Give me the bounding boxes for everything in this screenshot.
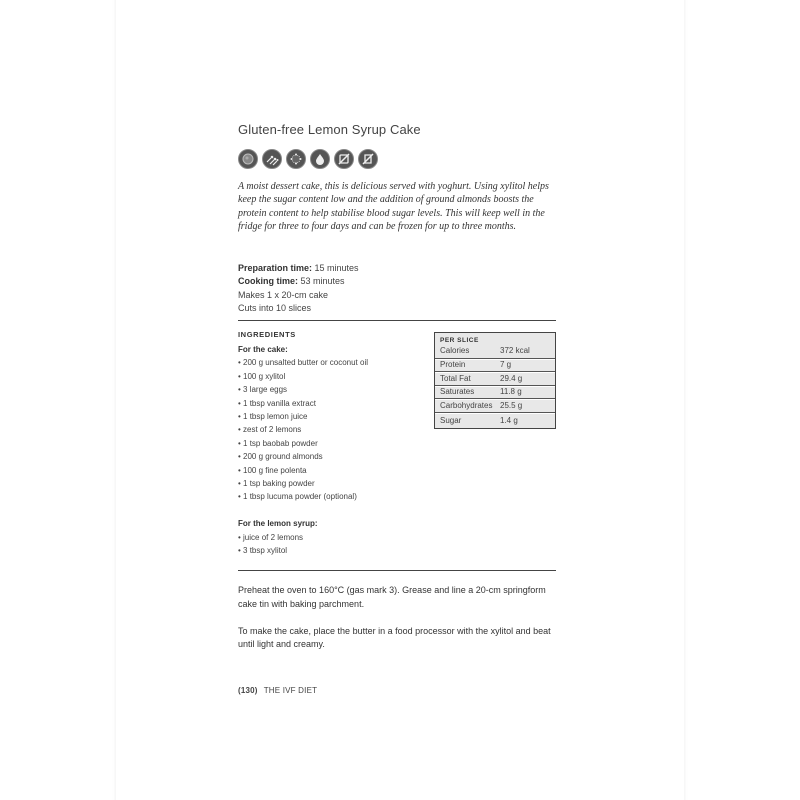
ingredient-item: • 100 g fine polenta	[238, 465, 307, 475]
cook-time	[238, 275, 538, 288]
divider-bottom	[238, 570, 556, 571]
plate-icon	[238, 149, 258, 169]
egg-cell-icon	[286, 149, 306, 169]
nutrition-table	[434, 332, 556, 429]
nutrition-row	[435, 398, 555, 412]
page-footer	[238, 686, 317, 695]
nutrition-label: Total Fat	[440, 373, 471, 383]
dairy-free-icon	[358, 149, 378, 169]
recipe-meta	[238, 262, 538, 316]
ingredient-item: • 200 g unsalted butter or coconut oil	[238, 358, 368, 368]
ingredient-item: • juice of 2 lemons	[238, 532, 304, 542]
cook-time-value: 53 minutes	[298, 276, 345, 287]
ingredient-item: • zest of 2 lemons	[238, 425, 302, 435]
method-step: Preheat the oven to 160°C (gas mark 3). Grease and line a 20-cm springform cake tin with baking parchment.	[238, 585, 546, 609]
ingredient-item: • 100 g xylitol	[238, 371, 286, 381]
nutrition-row	[435, 412, 555, 428]
ingredients-list	[238, 343, 428, 557]
nutrition-heading: PER SLICE	[440, 337, 479, 344]
nutrition-value: 1.4 g	[500, 415, 518, 425]
nutrition-row	[435, 358, 555, 372]
gluten-free-icon	[334, 149, 354, 169]
book-title: THE IVF DIET	[263, 686, 318, 695]
ingredient-item: • 200 g ground almonds	[238, 452, 323, 462]
drop-icon	[310, 149, 330, 169]
nutrition-label: Calories	[440, 346, 470, 356]
ingredient-item: • 1 tsp baobab powder	[238, 438, 318, 448]
nutrition-label: Sugar	[440, 415, 462, 425]
nutrition-label: Protein	[440, 360, 466, 370]
dietary-icons	[238, 149, 378, 169]
ingredient-item: • 3 large eggs	[238, 385, 288, 395]
nutrition-value: 11.8 g	[500, 387, 522, 397]
makes: Makes 1 x 20-cm cake	[238, 289, 329, 300]
prep-time	[238, 262, 538, 275]
nutrition-value: 25.5 g	[500, 400, 523, 410]
ingredient-item: • 3 tbsp xylitol	[238, 546, 288, 556]
nutrition-value: 29.4 g	[500, 373, 523, 383]
page-number: (130)	[238, 686, 258, 695]
recipe-title: Gluten-free Lemon Syrup Cake	[238, 122, 421, 137]
nutrition-row	[435, 371, 555, 385]
prep-time-label: Preparation time:	[238, 263, 313, 273]
ingredient-item: • 1 tbsp lucuma powder (optional)	[238, 492, 357, 502]
method-step: To make the cake, place the butter in a food processor with the xylitol and beat until light and creamy.	[238, 625, 551, 649]
nutrition-value: 7 g	[500, 360, 512, 370]
divider-top	[238, 320, 556, 321]
nutrition-value: 372 kcal	[500, 346, 530, 356]
ingredient-item: • 1 tbsp vanilla extract	[238, 398, 316, 408]
method	[238, 584, 560, 665]
ingredient-item: • 1 tsp baking powder	[238, 479, 315, 489]
syrup-subheading: For the lemon syrup:	[238, 519, 318, 529]
nutrition-label: Carbohydrates	[440, 400, 493, 410]
prep-time-value: 15 minutes	[312, 263, 359, 273]
ingredients-heading: INGREDIENTS	[238, 330, 296, 339]
recipe-intro: A moist dessert cake, this is delicious served with yoghurt. Using xylitol helps keep the sugar content low and the addition of ground almonds boosts the protein content to help stabilise blood sugar levels. This will keep well in the fridge for three to four days and can be frozen for up to three months.	[238, 181, 549, 233]
cook-time-label: Cooking time:	[238, 276, 298, 287]
spacer	[238, 504, 428, 517]
nutrition-label: Saturates	[440, 387, 475, 397]
nutrition-row	[435, 385, 555, 399]
ingredient-item: • 1 tbsp lemon juice	[238, 412, 308, 422]
cuts: Cuts into 10 slices	[238, 303, 312, 314]
sperm-icon	[262, 149, 282, 169]
cake-subheading: For the cake:	[238, 345, 288, 354]
nutrition-row	[435, 344, 555, 358]
